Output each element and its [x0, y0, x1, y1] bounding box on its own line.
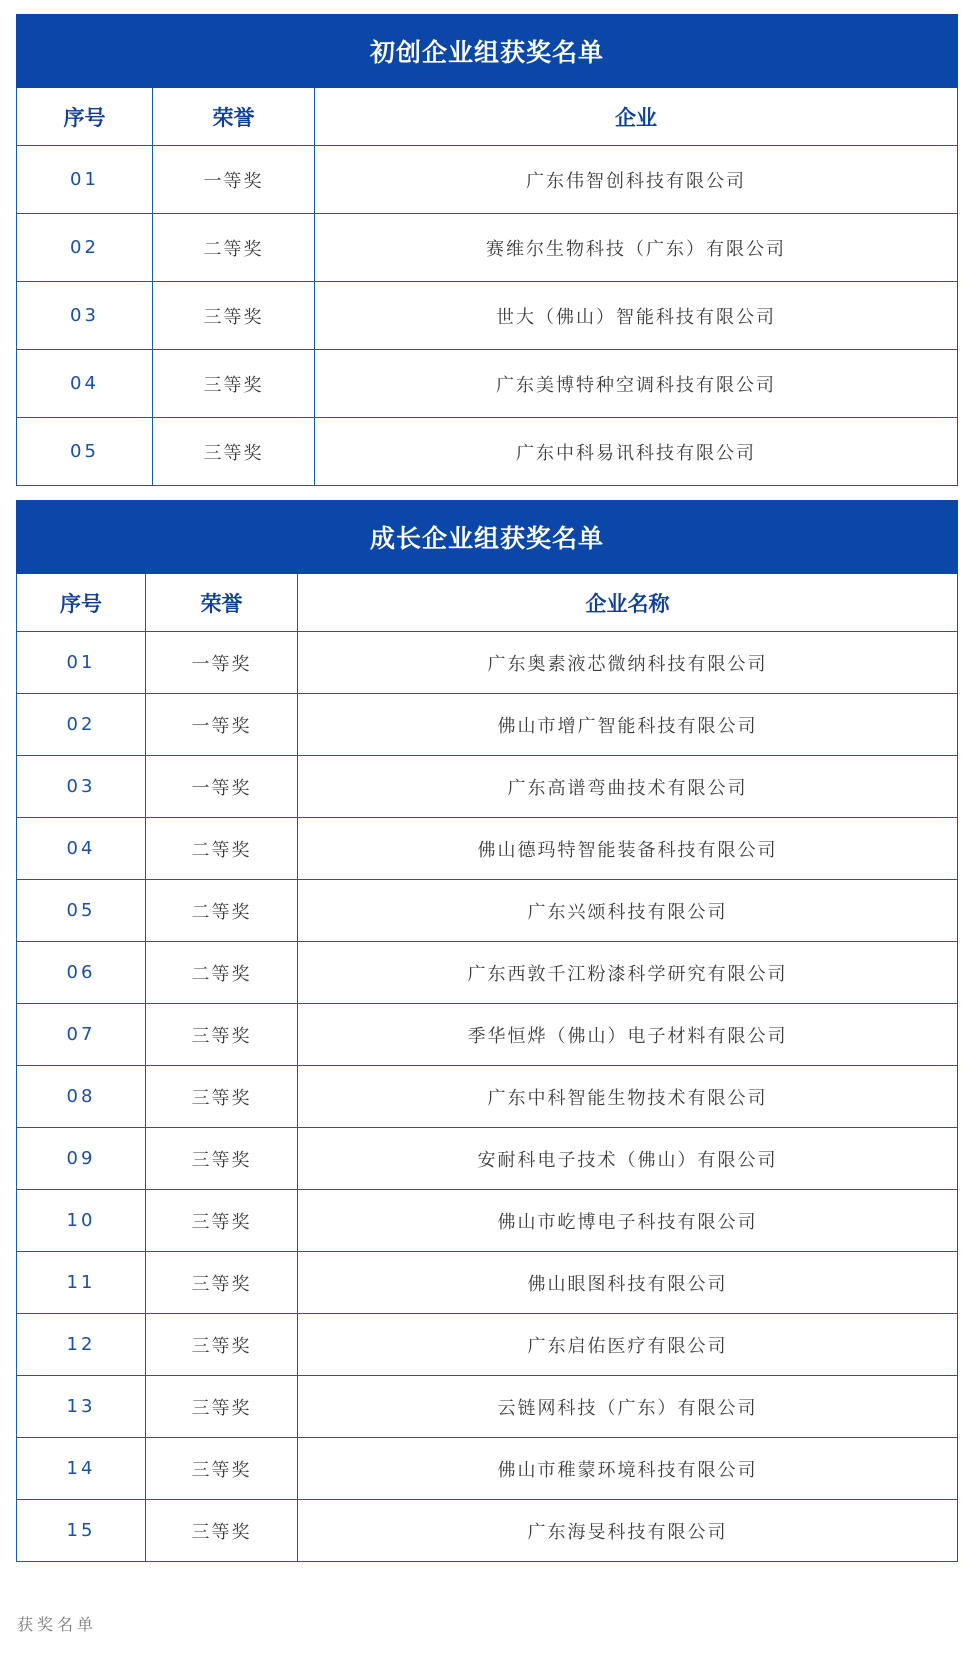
row-company: 广东海旻科技有限公司 — [298, 1500, 958, 1562]
table-row — [17, 1066, 958, 1128]
table-row — [17, 1376, 958, 1438]
table-row — [17, 1314, 958, 1376]
row-company: 广东中科智能生物技术有限公司 — [298, 1066, 958, 1128]
row-company: 佛山市稚蒙环境科技有限公司 — [298, 1438, 958, 1500]
row-company: 广东西敦千江粉漆科学研究有限公司 — [298, 942, 958, 1004]
row-number: 01 — [17, 632, 146, 694]
table-row — [17, 214, 958, 282]
row-company: 佛山市屹博电子科技有限公司 — [298, 1190, 958, 1252]
table-row — [17, 1500, 958, 1562]
table-row — [17, 1190, 958, 1252]
table-row — [17, 880, 958, 942]
row-company: 广东中科易讯科技有限公司 — [315, 418, 958, 486]
row-number: 03 — [17, 756, 146, 818]
row-number: 02 — [17, 694, 146, 756]
row-honor: 三等奖 — [153, 350, 315, 418]
row-number: 13 — [17, 1376, 146, 1438]
row-company: 广东美博特种空调科技有限公司 — [315, 350, 958, 418]
table-row — [17, 418, 958, 486]
row-number: 05 — [17, 880, 146, 942]
table-row — [17, 350, 958, 418]
table-row — [17, 942, 958, 1004]
row-number: 14 — [17, 1438, 146, 1500]
row-number: 12 — [17, 1314, 146, 1376]
table-row — [17, 694, 958, 756]
table-row — [17, 756, 958, 818]
table-row — [17, 1004, 958, 1066]
table-row — [17, 1252, 958, 1314]
row-honor: 二等奖 — [153, 214, 315, 282]
row-honor: 三等奖 — [146, 1004, 298, 1066]
row-number: 09 — [17, 1128, 146, 1190]
image-caption: 获奖名单 — [17, 1615, 98, 1634]
row-honor: 三等奖 — [146, 1376, 298, 1438]
row-honor: 一等奖 — [146, 756, 298, 818]
row-honor: 三等奖 — [146, 1500, 298, 1562]
row-company: 佛山德玛特智能装备科技有限公司 — [298, 818, 958, 880]
table-row — [17, 1128, 958, 1190]
header-honor: 荣誉 — [153, 88, 315, 146]
header-number: 序号 — [17, 574, 146, 632]
row-honor: 二等奖 — [146, 818, 298, 880]
row-honor: 三等奖 — [153, 418, 315, 486]
row-honor: 三等奖 — [146, 1128, 298, 1190]
table-row — [17, 282, 958, 350]
row-number: 08 — [17, 1066, 146, 1128]
table-title: 成长企业组获奖名单 — [17, 501, 958, 574]
row-company: 广东兴颂科技有限公司 — [298, 880, 958, 942]
row-number: 06 — [17, 942, 146, 1004]
row-number: 07 — [17, 1004, 146, 1066]
table-body — [17, 146, 958, 486]
growth-awards-table — [16, 500, 957, 1562]
startup-awards-table — [16, 14, 957, 486]
row-number: 10 — [17, 1190, 146, 1252]
row-company: 佛山眼图科技有限公司 — [298, 1252, 958, 1314]
row-number: 03 — [17, 282, 153, 350]
row-company: 云链网科技（广东）有限公司 — [298, 1376, 958, 1438]
row-company: 赛维尔生物科技（广东）有限公司 — [315, 214, 958, 282]
row-number: 04 — [17, 818, 146, 880]
row-number: 02 — [17, 214, 153, 282]
row-honor: 一等奖 — [146, 694, 298, 756]
table-row — [17, 818, 958, 880]
header-company: 企业名称 — [298, 574, 958, 632]
row-company: 安耐科电子技术（佛山）有限公司 — [298, 1128, 958, 1190]
row-company: 广东高谱弯曲技术有限公司 — [298, 756, 958, 818]
table-row — [17, 1438, 958, 1500]
table-title: 初创企业组获奖名单 — [17, 15, 958, 88]
row-company: 广东启佑医疗有限公司 — [298, 1314, 958, 1376]
table-body — [17, 632, 958, 1562]
row-company: 广东伟智创科技有限公司 — [315, 146, 958, 214]
row-honor: 三等奖 — [146, 1190, 298, 1252]
row-number: 04 — [17, 350, 153, 418]
header-honor: 荣誉 — [146, 574, 298, 632]
row-company: 佛山市增广智能科技有限公司 — [298, 694, 958, 756]
row-number: 01 — [17, 146, 153, 214]
row-company: 季华恒烨（佛山）电子材料有限公司 — [298, 1004, 958, 1066]
row-honor: 三等奖 — [146, 1314, 298, 1376]
row-honor: 一等奖 — [153, 146, 315, 214]
row-number: 05 — [17, 418, 153, 486]
row-honor: 二等奖 — [146, 880, 298, 942]
row-number: 11 — [17, 1252, 146, 1314]
row-honor: 一等奖 — [146, 632, 298, 694]
table-row — [17, 632, 958, 694]
row-honor: 三等奖 — [153, 282, 315, 350]
row-company: 广东奥素液芯微纳科技有限公司 — [298, 632, 958, 694]
row-company: 世大（佛山）智能科技有限公司 — [315, 282, 958, 350]
row-number: 15 — [17, 1500, 146, 1562]
header-number: 序号 — [17, 88, 153, 146]
header-company: 企业 — [315, 88, 958, 146]
row-honor: 三等奖 — [146, 1438, 298, 1500]
row-honor: 三等奖 — [146, 1066, 298, 1128]
row-honor: 三等奖 — [146, 1252, 298, 1314]
row-honor: 二等奖 — [146, 942, 298, 1004]
table-row — [17, 146, 958, 214]
